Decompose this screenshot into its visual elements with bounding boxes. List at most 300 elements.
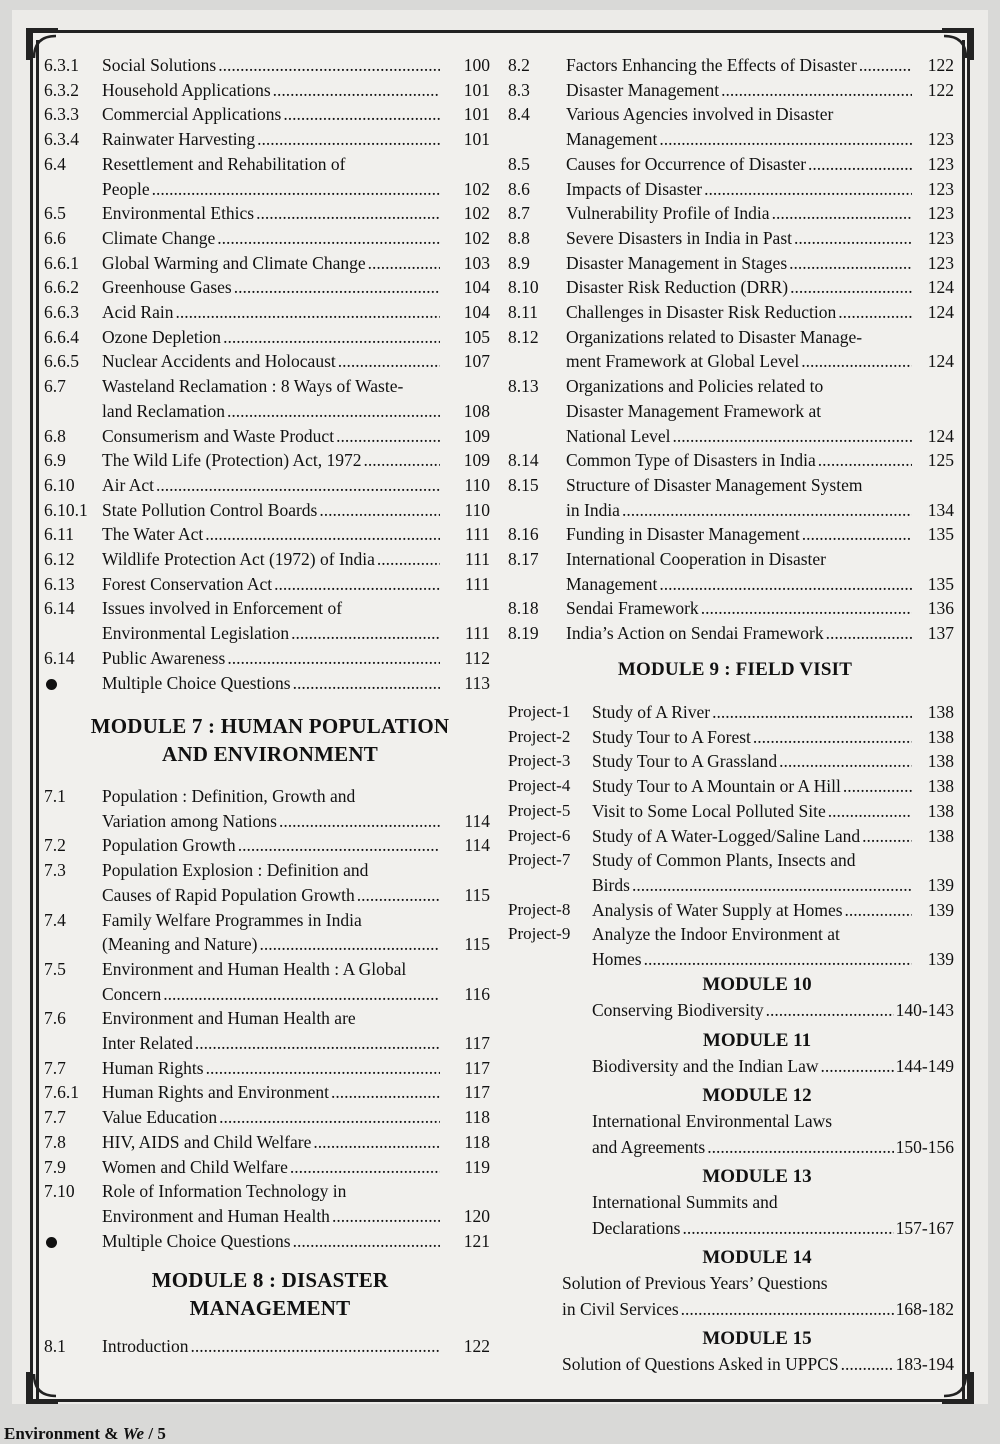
toc-entry <box>508 473 954 522</box>
bullet-icon <box>46 679 57 690</box>
toc-entry <box>44 1130 490 1155</box>
toc-entry <box>508 898 954 923</box>
leader-dots <box>766 998 894 1024</box>
toc-entry-page: 117 <box>464 1082 490 1103</box>
toc-entry-title: Various Agencies involved in Disaster <box>566 104 834 125</box>
toc-entry-title: Disaster Management in Stages <box>566 252 788 273</box>
toc-entry-number: 8.9 <box>508 252 530 273</box>
toc-entry-title: Environmental Legislation <box>102 623 290 644</box>
toc-entry-title: Social Solutions <box>102 55 217 75</box>
toc-entry <box>44 325 490 350</box>
leader-dots <box>377 547 440 572</box>
toc-entry-title: Organizations related to Disaster Manage- <box>566 326 863 347</box>
leader-dots <box>152 177 440 202</box>
toc-entry-title: Study Tour to A Mountain or A Hill <box>592 776 841 797</box>
module-entry-title: Solution of Previous Years’ Questions <box>562 1273 828 1293</box>
toc-entry <box>508 275 954 300</box>
toc-entry-title: Greenhouse Gases <box>102 277 232 298</box>
module-entry-title: and Agreements <box>592 1136 706 1157</box>
toc-entry <box>44 152 490 201</box>
toc-entry-title: Study of A River <box>592 702 711 722</box>
toc-entry-title: Nuclear Accidents and Holocaust <box>102 351 336 372</box>
toc-entry-number: Project-9 <box>508 924 571 944</box>
toc-entry <box>508 621 954 646</box>
toc-entry-page: 125 <box>927 450 954 471</box>
toc-entry-page: 105 <box>463 326 490 347</box>
leader-dots <box>712 700 912 725</box>
toc-entry-number: 7.1 <box>44 786 66 806</box>
toc-entry <box>44 1155 490 1180</box>
toc-entry-title: Birds <box>592 874 630 895</box>
toc-entry-page: 124 <box>927 277 954 298</box>
toc-entry-page: 123 <box>927 153 954 174</box>
leader-dots <box>659 572 912 597</box>
module-entry-title: Conserving Biodiversity <box>592 1000 764 1020</box>
module-entry <box>592 998 954 1024</box>
toc-entry-number: 8.17 <box>508 549 539 570</box>
toc-entry-title: Population Explosion : Definition and <box>102 860 369 881</box>
leader-dots <box>859 53 912 78</box>
leader-dots <box>227 646 440 671</box>
toc-entry-title: Factors Enhancing the Effects of Disaster <box>566 55 857 75</box>
toc-entry-page: 138 <box>927 825 954 846</box>
toc-entry-number: 7.8 <box>44 1131 66 1152</box>
toc-entry-page: 124 <box>927 425 954 446</box>
toc-entry <box>508 325 954 374</box>
toc-entry-page: 139 <box>927 874 954 895</box>
toc-entry-title: Environment and Human Health : A Global <box>102 958 407 979</box>
toc-entry-title: Multiple Choice Questions <box>102 1230 291 1251</box>
toc-entry <box>44 908 490 957</box>
toc-entry <box>508 725 954 750</box>
toc-entry-title: Role of Information Technology in <box>102 1181 347 1202</box>
toc-entry-page: 114 <box>464 810 490 831</box>
toc-entry-title: Causes for Occurrence of Disaster <box>566 153 807 174</box>
toc-entry-number: 6.5 <box>44 203 66 224</box>
toc-entry <box>44 300 490 325</box>
module-heading: MODULE 10 <box>702 974 812 995</box>
leader-dots <box>293 671 440 696</box>
leader-dots <box>195 1031 440 1056</box>
toc-entry-title: Environment and Human Health are <box>102 1008 356 1029</box>
toc-entry-page: 135 <box>927 573 954 594</box>
toc-entry-page: 138 <box>927 776 954 797</box>
toc-entry <box>508 799 954 824</box>
toc-entry-page: 138 <box>927 800 954 821</box>
toc-entry-page: 117 <box>464 1033 490 1054</box>
toc-entry-number: 6.8 <box>44 425 66 446</box>
toc-entry-page: 139 <box>927 899 954 920</box>
toc-entry-title: National Level <box>566 425 671 446</box>
toc-entry-number: 7.6.1 <box>44 1082 79 1103</box>
toc-entry-number: 8.4 <box>508 104 530 125</box>
toc-entry <box>44 1105 490 1130</box>
toc-entry <box>44 522 490 547</box>
toc-entry-title: (Meaning and Nature) <box>102 934 258 955</box>
leader-dots <box>772 201 912 226</box>
leader-dots <box>632 873 912 898</box>
toc-entry-page: 108 <box>463 400 490 421</box>
toc-entry-title: The Water Act <box>102 524 204 545</box>
toc-entry <box>44 1179 490 1228</box>
toc-entry-title: Rainwater Harvesting <box>102 129 256 150</box>
leader-dots <box>338 349 440 374</box>
toc-entry-page: 118 <box>464 1107 490 1128</box>
module-entry-title: Solution of Questions Asked in UPPCS <box>562 1354 839 1374</box>
toc-entry-page: 119 <box>464 1156 490 1177</box>
toc-entry-page: 101 <box>463 104 490 125</box>
toc-entry-page: 122 <box>927 79 954 100</box>
toc-entry-number: 8.11 <box>508 302 538 323</box>
leader-dots <box>331 1080 440 1105</box>
toc-entry-number: 8.3 <box>508 79 530 100</box>
toc-entry-title: Concern <box>102 983 162 1004</box>
page-footer <box>4 1424 166 1444</box>
toc-entry-page: 109 <box>463 450 490 471</box>
module-entry <box>592 1109 954 1160</box>
toc-entry-title: Introduction <box>102 1336 189 1356</box>
toc-entry-number: 7.9 <box>44 1156 66 1177</box>
leader-dots <box>368 251 440 276</box>
toc-entry-title: Issues involved in Enforcement of <box>102 598 343 619</box>
footer-title-we: We <box>122 1424 145 1443</box>
leader-dots <box>672 424 912 449</box>
toc-entry-title: Wildlife Protection Act (1972) of India <box>102 549 375 570</box>
toc-entry-page: 117 <box>464 1057 490 1078</box>
toc-entry-title: The Wild Life (Protection) Act, 1972 <box>102 450 362 471</box>
toc-entry-page: 100 <box>463 55 490 75</box>
leader-dots <box>794 226 912 251</box>
toc-entry-page: 111 <box>465 549 490 570</box>
module-entry-title: International Environmental Laws <box>592 1111 833 1131</box>
toc-entry-page: 116 <box>464 983 490 1004</box>
leader-dots <box>290 1155 440 1180</box>
toc-entry-page: 120 <box>463 1205 490 1226</box>
leader-dots <box>681 1297 894 1323</box>
toc-entry <box>44 1334 490 1359</box>
toc-entry-page: 102 <box>463 203 490 224</box>
leader-dots <box>801 349 912 374</box>
toc-entry-title: Value Education <box>102 1107 218 1128</box>
toc-entry <box>508 848 954 897</box>
leader-dots <box>843 774 912 799</box>
toc-entry <box>44 127 490 152</box>
toc-entry <box>508 78 954 103</box>
toc-entry-page: 115 <box>464 884 490 905</box>
toc-entry-number: 8.2 <box>508 55 530 75</box>
toc-entry-page: 123 <box>927 203 954 224</box>
toc-entry <box>44 473 490 498</box>
toc-entry-title: ment Framework at Global Level <box>566 351 800 372</box>
toc-entry-number: 6.6 <box>44 227 66 248</box>
toc-entry-page: 111 <box>465 623 490 644</box>
footer-page-number: / 5 <box>144 1424 166 1443</box>
toc-entry-number: 7.7 <box>44 1107 66 1128</box>
toc-entry <box>508 102 954 151</box>
module-8-heading-line2: MANAGEMENT <box>189 1296 351 1320</box>
leader-dots <box>828 799 912 824</box>
toc-entry-title: Structure of Disaster Management System <box>566 474 863 495</box>
toc-entry-page: 135 <box>927 524 954 545</box>
toc-entry-number: 8.12 <box>508 326 539 347</box>
toc-entry-number: 8.7 <box>508 203 530 224</box>
toc-entry <box>44 424 490 449</box>
module-9-entries <box>508 700 954 972</box>
toc-entry-number: Project-1 <box>508 702 571 721</box>
toc-entry-page: 134 <box>927 499 954 520</box>
leader-dots <box>274 572 440 597</box>
toc-entry <box>508 152 954 177</box>
toc-entry-number: Project-6 <box>508 825 571 845</box>
toc-entry-title: Homes <box>592 949 642 970</box>
toc-entry <box>44 646 490 671</box>
toc-entry-title: Common Type of Disasters in India <box>566 450 816 471</box>
toc-entry-number: 8.5 <box>508 153 530 174</box>
toc-entry-number: Project-3 <box>508 751 571 771</box>
toc-entry-page: 118 <box>464 1131 490 1152</box>
leader-dots <box>659 127 912 152</box>
toc-entry-title: Study of Common Plants, Insects and <box>592 850 856 871</box>
toc-entry-title: Air Act <box>102 474 155 495</box>
toc-entry <box>508 596 954 621</box>
toc-entry <box>508 226 954 251</box>
toc-entry-page: 114 <box>464 835 490 856</box>
module-entry <box>562 1271 954 1322</box>
module-entry <box>592 1190 954 1241</box>
toc-entry-title: Ozone Depletion <box>102 326 222 347</box>
toc-entry <box>44 201 490 226</box>
toc-entry <box>508 374 954 448</box>
leader-dots <box>336 424 440 449</box>
module-entry-title: Declarations <box>592 1217 681 1238</box>
leader-dots <box>845 898 912 923</box>
leader-dots <box>219 1105 440 1130</box>
toc-entry-title: Commercial Applications <box>102 104 282 125</box>
leader-dots <box>701 596 912 621</box>
toc-entry-number: 8.10 <box>508 277 539 298</box>
toc-entry <box>44 448 490 473</box>
leader-dots <box>313 1130 440 1155</box>
toc-entry-title: Severe Disasters in India in Past <box>566 227 792 248</box>
toc-entry <box>508 922 954 971</box>
toc-entry-page: 102 <box>463 227 490 248</box>
toc-entry <box>508 824 954 849</box>
toc-entry-title: Multiple Choice Questions <box>102 672 291 693</box>
toc-entry-number: 6.3.1 <box>44 55 79 75</box>
toc-entry <box>508 53 954 78</box>
toc-entry <box>508 700 954 725</box>
toc-entry-number: 6.11 <box>44 524 74 545</box>
leader-dots <box>227 399 440 424</box>
toc-entry <box>44 1080 490 1105</box>
toc-entry-number: 6.12 <box>44 549 75 570</box>
toc-entry-number: 8.8 <box>508 227 530 248</box>
module-entry-page: 168-182 <box>895 1298 954 1319</box>
module-8-left-entries <box>44 1334 490 1359</box>
toc-entry-page: 124 <box>927 351 954 372</box>
toc-entry <box>44 572 490 597</box>
toc-entry-title: Causes of Rapid Population Growth <box>102 884 355 905</box>
toc-entry-number: 6.6.2 <box>44 277 79 298</box>
module-entry-title: International Summits and <box>592 1192 778 1212</box>
later-modules <box>560 968 954 1378</box>
leader-dots <box>234 275 440 300</box>
toc-entry-title: Climate Change <box>102 227 216 248</box>
toc-entry-page: 136 <box>927 598 954 619</box>
toc-entry <box>44 102 490 127</box>
toc-entry-title: India’s Action on Sendai Framework <box>566 623 824 644</box>
leader-dots <box>191 1334 440 1359</box>
module-entry-page: 157-167 <box>895 1217 954 1238</box>
leader-dots <box>862 824 912 849</box>
leader-dots <box>205 522 440 547</box>
toc-entry-title: Challenges in Disaster Risk Reduction <box>566 302 837 323</box>
toc-entry <box>508 448 954 473</box>
toc-entry-title: Variation among Nations <box>102 810 277 831</box>
toc-entry-number: 7.3 <box>44 860 66 881</box>
leader-dots <box>223 325 440 350</box>
toc-entry-number: 8.1 <box>44 1336 66 1356</box>
toc-entry-title: Management <box>566 129 658 150</box>
leader-dots <box>704 177 912 202</box>
leader-dots <box>175 300 440 325</box>
module-entry-title: Biodiversity and the Indian Law <box>592 1055 819 1076</box>
toc-entry-title: Management <box>566 573 658 594</box>
leader-dots <box>826 621 912 646</box>
toc-entry-number: Project-5 <box>508 800 571 820</box>
toc-entry-page: 110 <box>464 499 490 520</box>
toc-entry <box>44 596 490 645</box>
module-entry-page: 183-194 <box>895 1354 954 1374</box>
toc-entry-page: 123 <box>927 178 954 199</box>
toc-entry-number: 7.5 <box>44 958 66 979</box>
toc-entry-number: 8.6 <box>508 178 530 199</box>
toc-entry-number: 7.10 <box>44 1181 75 1202</box>
toc-entry <box>44 1056 490 1081</box>
toc-entry-number: 6.10.1 <box>44 499 88 520</box>
toc-entry <box>44 671 490 696</box>
toc-entry-title: Family Welfare Programmes in India <box>102 909 362 930</box>
toc-entry-number: 6.3.4 <box>44 129 79 150</box>
toc-entry-title: State Pollution Control Boards <box>102 499 318 520</box>
leader-dots <box>283 102 440 127</box>
module-heading: MODULE 14 <box>702 1247 812 1268</box>
leader-dots <box>218 53 440 78</box>
toc-entry-page: 104 <box>463 302 490 323</box>
toc-entry-number: 7.4 <box>44 909 66 930</box>
leader-dots <box>682 1216 893 1242</box>
leader-dots <box>257 127 440 152</box>
module-heading: MODULE 15 <box>702 1328 812 1349</box>
toc-entry-number: 8.16 <box>508 524 539 545</box>
toc-entry-page: 113 <box>464 672 490 693</box>
toc-entry <box>44 374 490 423</box>
module-heading: MODULE 12 <box>702 1085 812 1106</box>
toc-entry-title: Analysis of Water Supply at Homes <box>592 899 843 920</box>
leader-dots <box>163 982 440 1007</box>
toc-entry <box>44 1229 490 1254</box>
toc-entry-number: 6.14 <box>44 598 75 619</box>
toc-entry <box>44 547 490 572</box>
toc-entry-number: 6.10 <box>44 474 75 495</box>
toc-entry <box>508 300 954 325</box>
toc-entry-number: 6.9 <box>44 450 66 471</box>
toc-entry-page: 122 <box>463 1336 490 1356</box>
toc-entry-title: Household Applications <box>102 79 271 100</box>
toc-entry-number: 8.19 <box>508 623 539 644</box>
toc-entry <box>44 957 490 1006</box>
toc-entry-number: 8.13 <box>508 376 539 397</box>
toc-entry-page: 123 <box>927 129 954 150</box>
leader-dots <box>808 152 912 177</box>
toc-entry-title: Global Warming and Climate Change <box>102 252 366 273</box>
toc-entry <box>44 251 490 276</box>
leader-dots <box>279 809 440 834</box>
toc-entry <box>508 547 954 596</box>
leader-dots <box>332 1204 440 1229</box>
leader-dots <box>256 201 440 226</box>
toc-entry-title: Environment and Human Health <box>102 1205 330 1226</box>
toc-entry-number: 6.4 <box>44 153 66 174</box>
leader-dots <box>206 1056 440 1081</box>
toc-entry-page: 137 <box>927 623 954 644</box>
module-7-entries <box>44 784 490 1253</box>
toc-entry-page: 122 <box>927 55 954 75</box>
toc-entry-title: Impacts of Disaster <box>566 178 703 199</box>
corner-ornament-bottom-left <box>26 1370 60 1404</box>
toc-entry-title: HIV, AIDS and Child Welfare <box>102 1131 312 1152</box>
left-rule <box>36 40 39 1404</box>
toc-entry-title: Visit to Some Local Polluted Site <box>592 800 826 821</box>
leader-dots <box>841 1352 894 1378</box>
leader-dots <box>273 78 440 103</box>
toc-entry-page: 138 <box>927 751 954 772</box>
toc-entry-title: Acid Rain <box>102 302 174 323</box>
module-8-heading <box>60 1266 480 1322</box>
toc-entry-number: Project-2 <box>508 726 571 746</box>
toc-entry-page: 123 <box>927 227 954 248</box>
toc-entry-number: 7.6 <box>44 1008 66 1029</box>
leader-dots <box>319 498 440 523</box>
leader-dots <box>789 251 912 276</box>
module-entry-page: 144-149 <box>895 1055 954 1076</box>
leader-dots <box>707 1135 893 1161</box>
toc-entry <box>44 858 490 907</box>
leader-dots <box>357 883 440 908</box>
toc-entry-number: 8.14 <box>508 450 539 471</box>
leader-dots <box>838 300 912 325</box>
toc-entry-title: International Cooperation in Disaster <box>566 549 826 570</box>
toc-entry-title: Funding in Disaster Management <box>566 524 800 545</box>
module-entry <box>562 1352 954 1378</box>
leader-dots <box>156 473 440 498</box>
module-entry-page: 140-143 <box>895 1000 954 1020</box>
toc-entry <box>508 251 954 276</box>
toc-entry-page: 138 <box>927 702 954 722</box>
leader-dots <box>622 498 912 523</box>
toc-entry-title: Consumerism and Waste Product <box>102 425 335 446</box>
toc-entry <box>44 226 490 251</box>
toc-entry-number: 7.7 <box>44 1057 66 1078</box>
toc-entry-page: 107 <box>463 351 490 372</box>
leader-dots <box>238 833 440 858</box>
toc-entry-title: Women and Child Welfare <box>102 1156 288 1177</box>
toc-entry <box>508 774 954 799</box>
module-entry-title: in Civil Services <box>562 1298 679 1319</box>
toc-entry-number: 6.6.5 <box>44 351 79 372</box>
toc-entry-title: Sendai Framework <box>566 598 699 619</box>
toc-entry-number: 6.14 <box>44 647 75 668</box>
